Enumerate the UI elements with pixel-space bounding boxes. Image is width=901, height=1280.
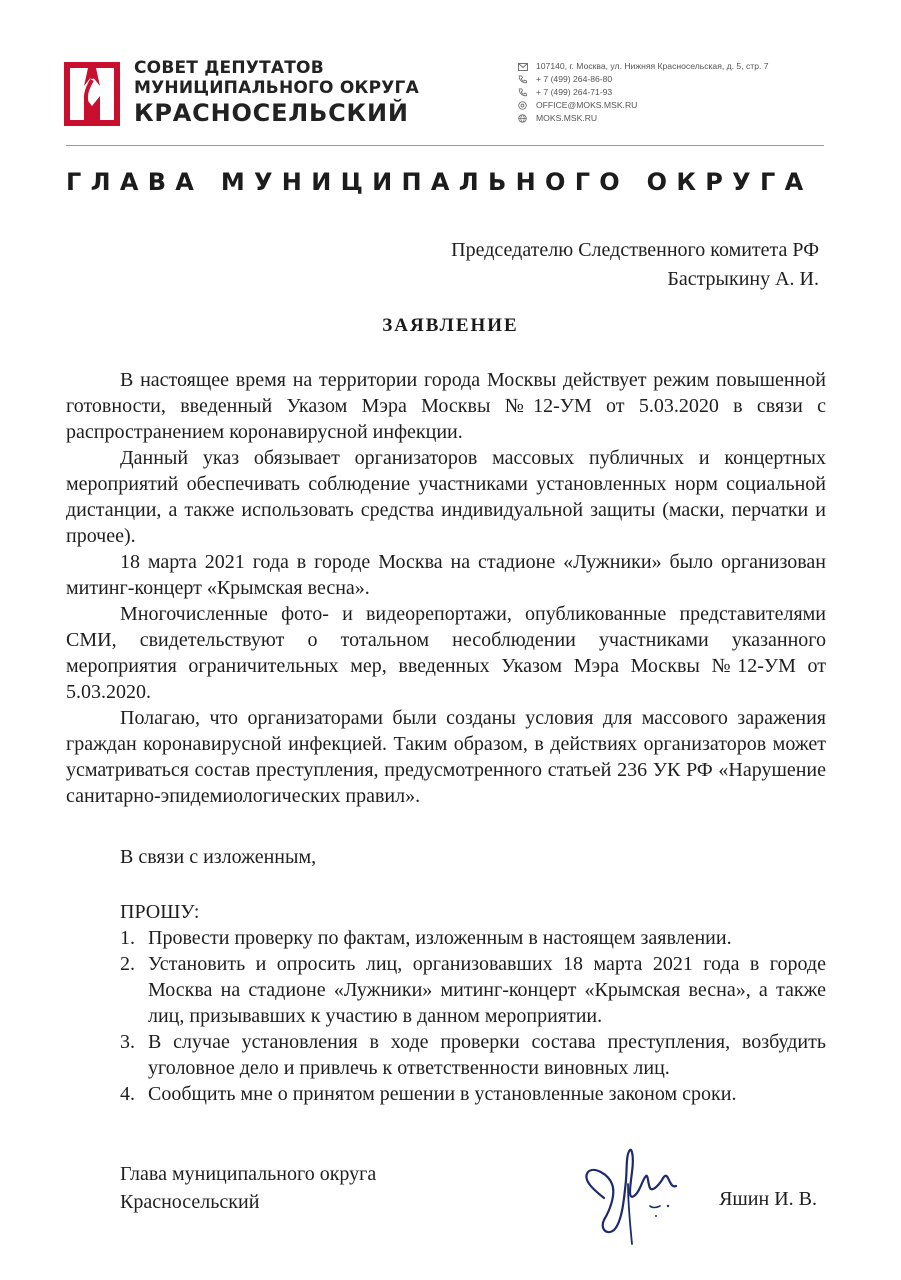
request-label: ПРОШУ: bbox=[120, 901, 200, 923]
request-item bbox=[120, 1081, 826, 1107]
signatory-position bbox=[120, 1160, 376, 1216]
body-paragraph: Данный указ обязывает организаторов массовых публичных и концертных мероприятий обеспечивать соблюдение участниками установленных норм социальной дистанции, а также использовать средства индивидуальной защиты (маски, перчатки и прочее). bbox=[66, 447, 826, 547]
council-logo bbox=[64, 62, 120, 126]
phone2-row bbox=[517, 86, 769, 99]
addressee-block bbox=[451, 236, 819, 294]
phone2-text: + 7 (499) 264-71-93 bbox=[536, 87, 613, 97]
addressee-line2: Бастрыкину А. И. bbox=[667, 268, 819, 290]
request-text: Установить и опросить лиц, организовавших 18 марта 2021 года в городе Москва на стадионе «Лужники» митинг-концерт «Крымская весна», а также лиц, призывавших к участию в данном мероприятии. bbox=[148, 953, 826, 1027]
position-line2: Красносельский bbox=[120, 1191, 260, 1213]
closing-phrase: В связи с изложенным, bbox=[120, 846, 317, 868]
at-sign-icon bbox=[517, 101, 528, 111]
request-text: Сообщить мне о принятом решении в установленные законом сроки. bbox=[148, 1083, 737, 1105]
document-title: ЗАЯВЛЕНИЕ bbox=[382, 315, 519, 336]
request-item bbox=[120, 1029, 826, 1081]
request-item bbox=[120, 951, 826, 1029]
email-row bbox=[517, 99, 769, 112]
body-paragraph: Многочисленные фото- и видеорепортажи, опубликованные представителями СМИ, свидетельствуют о тотальном несоблюдении участниками указанного мероприятия ограничительных мер, введенных Указом Мэра Москвы №12-УМ от 5.03.2020. bbox=[66, 603, 826, 703]
signatory-name: Яшин И. В. bbox=[719, 1188, 817, 1210]
request-number: 1. bbox=[120, 927, 135, 949]
contact-info bbox=[517, 60, 769, 125]
request-item bbox=[120, 925, 826, 951]
email-text: OFFICE@MOKS.MSK.RU bbox=[536, 100, 638, 110]
body-paragraph: Полагаю, что организаторами были созданы условия для массового заражения граждан коронавирусной инфекцией. Таким образом, в действиях организаторов может усматриваться состав преступления, предусмотренного статьей 236 УК РФ «Нарушение санитарно-эпидемиологических правил». bbox=[66, 707, 826, 807]
position-heading: ГЛАВА МУНИЦИПАЛЬНОГО ОКРУГА bbox=[66, 168, 813, 196]
body-paragraph: В настоящее время на территории города Москвы действует режим повышенной готовности, введенный Указом Мэра Москвы №12-УМ от 5.03.2020 в связи с распространением коронавирусной инфекции. bbox=[66, 369, 826, 443]
envelope-icon bbox=[517, 62, 528, 72]
address-row bbox=[517, 60, 769, 73]
position-line1: Глава муниципального округа bbox=[120, 1163, 377, 1185]
website-text: MOKS.MSK.RU bbox=[536, 113, 598, 123]
addressee-line1: Председателю Следственного комитета РФ bbox=[451, 239, 819, 261]
handwritten-signature bbox=[564, 1140, 694, 1250]
phone1-row bbox=[517, 73, 769, 86]
request-number: 2. bbox=[120, 953, 135, 975]
org-name-line2: МУНИЦИПАЛЬНОГО ОКРУГА bbox=[134, 78, 419, 99]
organization-name bbox=[134, 58, 419, 127]
request-text: Провести проверку по фактам, изложенным в настоящем заявлении. bbox=[148, 927, 732, 949]
letterhead-divider bbox=[66, 145, 824, 146]
website-row bbox=[517, 112, 769, 125]
request-number: 3. bbox=[120, 1031, 135, 1053]
phone-icon bbox=[517, 75, 528, 85]
statement-body bbox=[66, 367, 826, 809]
body-paragraph: 18 марта 2021 года в городе Москва на стадионе «Лужники» было организован митинг-концерт «Крымская весна». bbox=[66, 551, 826, 599]
org-name-line3: КРАСНОСЕЛЬСКИЙ bbox=[134, 99, 409, 128]
phone-icon bbox=[517, 88, 528, 98]
globe-icon bbox=[517, 114, 528, 124]
request-number: 4. bbox=[120, 1083, 135, 1105]
org-name-line1: СОВЕТ ДЕПУТАТОВ bbox=[134, 58, 324, 78]
request-text: В случае установления в ходе проверки состава преступления, возбудить уголовное дело и привлечь к ответственности виновных лиц. bbox=[148, 1031, 826, 1079]
phone1-text: + 7 (499) 264-86-80 bbox=[536, 74, 613, 84]
address-text: 107140, г. Москва, ул. Нижняя Красносельская, д. 5, стр. 7 bbox=[536, 61, 769, 71]
request-list bbox=[120, 925, 826, 1107]
